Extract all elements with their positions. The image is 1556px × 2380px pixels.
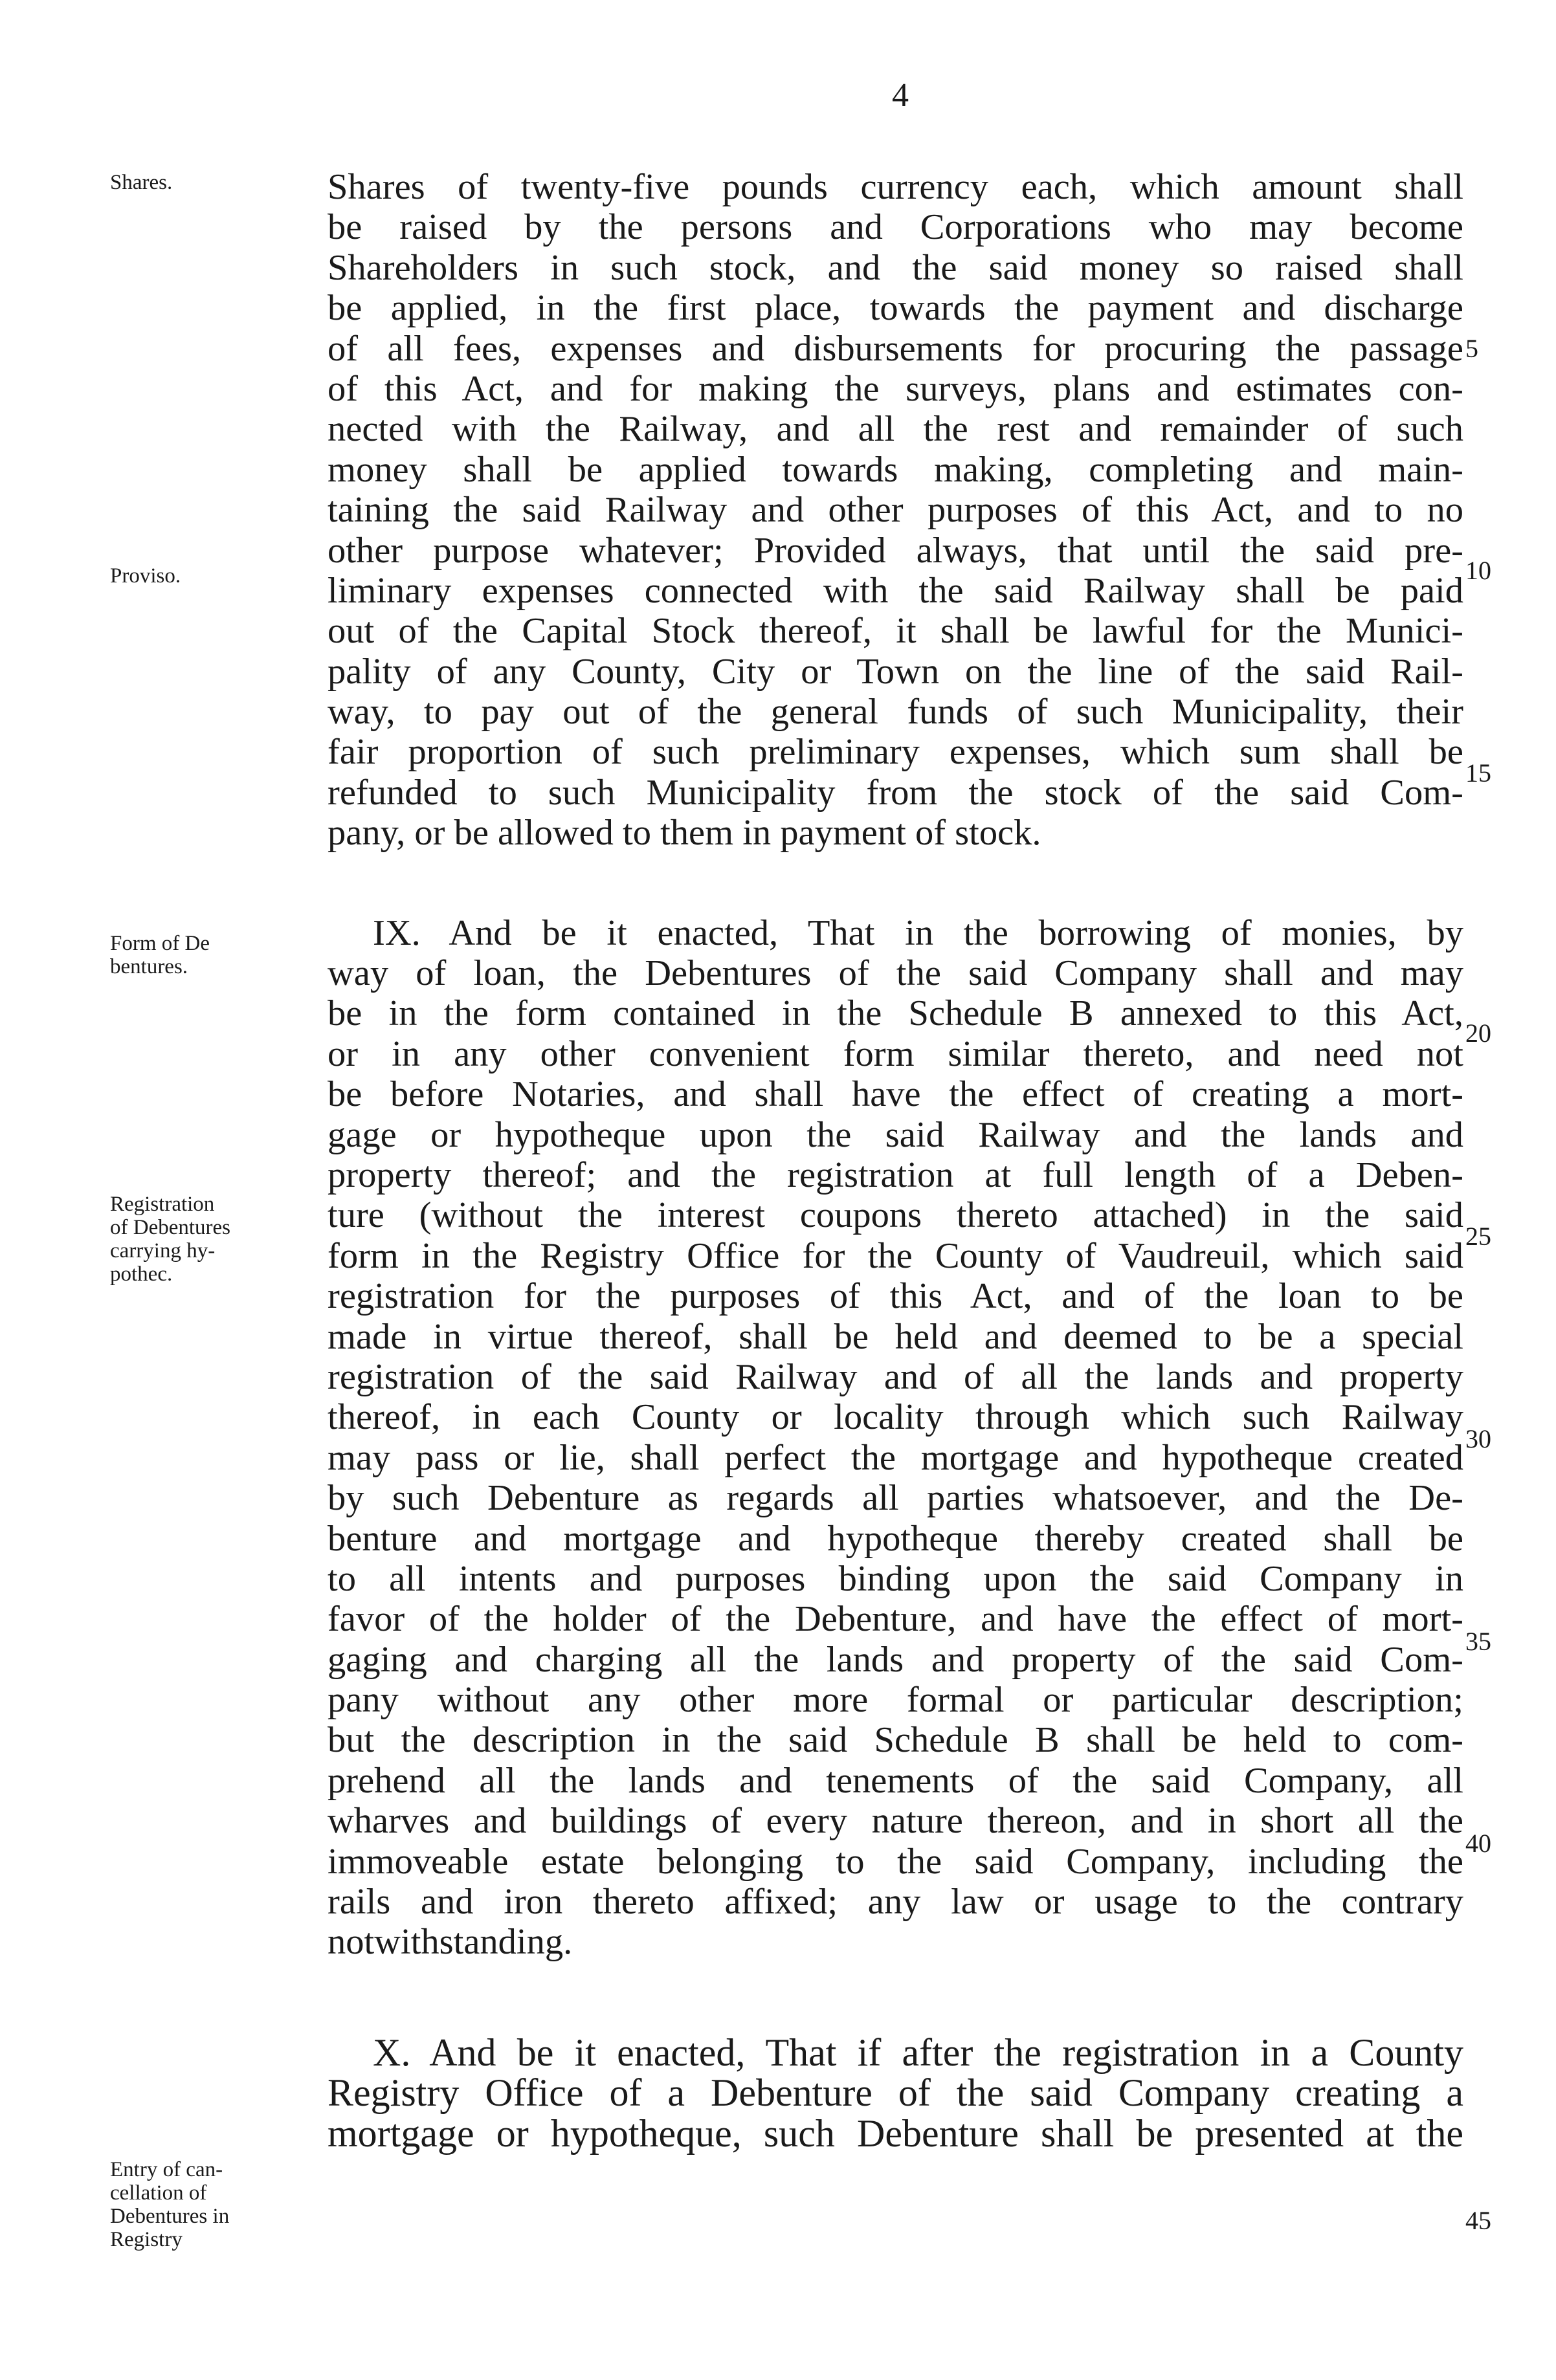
- margin-note-line: Proviso.: [110, 564, 181, 588]
- line-number: 45: [1465, 2206, 1491, 2235]
- text-line: pany, or be allowed to them in payment of stock.: [328, 813, 1041, 854]
- text-line: refunded to such Municipality from the stock of the said Com-: [328, 772, 1463, 813]
- text-line: of this Act, and for making the surveys, plans and estimates con-: [328, 368, 1463, 409]
- text-line: form in the Registry Office for the County of Vaudreuil, which said: [328, 1235, 1463, 1276]
- margin-note-form-of-debentures: [110, 932, 324, 978]
- text-line: property thereof; and the registration at full length of a Deben-: [328, 1154, 1463, 1195]
- text-line: but the description in the said Schedule B shall be held to com-: [328, 1720, 1463, 1761]
- text-line: rails and iron thereto affixed; any law or usage to the contrary: [328, 1882, 1463, 1923]
- margin-note-line: cellation of: [110, 2181, 207, 2205]
- line-number: 15: [1465, 758, 1491, 788]
- margin-note-line: Form of De: [110, 932, 210, 955]
- text-line: thereof, in each County or locality through which such Railway: [328, 1397, 1463, 1438]
- text-line: gage or hypotheque upon the said Railway and the lands and: [328, 1114, 1463, 1155]
- page-number: 4: [892, 77, 909, 114]
- text-line: pany without any other more formal or particular description;: [328, 1680, 1463, 1721]
- text-line: benture and mortgage and hypotheque thereby created shall be: [328, 1518, 1463, 1559]
- margin-note-line: Shares.: [110, 171, 173, 194]
- margin-note-line: carrying hy-: [110, 1239, 216, 1262]
- text-line: liminary expenses connected with the said Railway shall be paid: [328, 570, 1463, 611]
- text-line: Shareholders in such stock, and the said money so raised shall: [328, 247, 1463, 288]
- text-line: be before Notaries, and shall have the effect of creating a mort-: [328, 1074, 1463, 1115]
- margin-note-shares: [110, 171, 324, 194]
- text-line: to all intents and purposes binding upon the said Company in: [328, 1558, 1463, 1599]
- margin-note-line: pothec.: [110, 1262, 173, 1286]
- text-line: Registry Office of a Debenture of the said Company creating a: [328, 2071, 1463, 2115]
- text-line: wharves and buildings of every nature thereon, and in short all the: [328, 1801, 1463, 1842]
- text-line: pality of any County, City or Town on the line of the said Rail-: [328, 651, 1463, 692]
- text-line: be applied, in the first place, towards the payment and discharge: [328, 288, 1463, 329]
- text-line: by such Debenture as regards all parties whatsoever, and the De-: [328, 1478, 1463, 1519]
- text-line: way, to pay out of the general funds of such Municipality, their: [328, 692, 1463, 733]
- line-number: 40: [1465, 1829, 1491, 1858]
- text-line: may pass or lie, shall perfect the mortgage and hypotheque created: [328, 1437, 1463, 1478]
- margin-note-line: Debentures in: [110, 2205, 230, 2228]
- margin-note-line: of Debentures: [110, 1216, 231, 1239]
- margin-note-proviso: [110, 564, 324, 588]
- paragraph-shares: [328, 167, 1463, 854]
- margin-note-line: Registry: [110, 2228, 183, 2251]
- line-number: 35: [1465, 1627, 1491, 1656]
- line-number: 10: [1465, 556, 1491, 585]
- text-line: out of the Capital Stock thereof, it shall be lawful for the Munici-: [328, 611, 1463, 652]
- margin-note-entry-of-cancellation: [110, 2158, 324, 2251]
- text-line: Shares of twenty-five pounds currency each, which amount shall: [328, 167, 1463, 207]
- text-line: mortgage or hypotheque, such Debenture shall be presented at the: [328, 2111, 1463, 2155]
- text-line: gaging and charging all the lands and property of the said Com-: [328, 1639, 1463, 1680]
- text-line: or in any other convenient form similar thereto, and need not: [328, 1033, 1463, 1074]
- text-line: made in virtue thereof, shall be held and deemed to be a special: [328, 1316, 1463, 1357]
- paragraph-x: [328, 2033, 1463, 2154]
- text-line: way of loan, the Debentures of the said Company shall and may: [328, 953, 1463, 994]
- text-line: of all fees, expenses and disbursements for procuring the passage: [328, 328, 1463, 369]
- text-line: other purpose whatever; Provided always, that until the said pre-: [328, 530, 1463, 571]
- text-line: notwithstanding.: [328, 1922, 573, 1963]
- section-spacer: [328, 1963, 1463, 2033]
- text-line: money shall be applied towards making, completing and main-: [328, 449, 1463, 490]
- text-line: be raised by the persons and Corporations who may become: [328, 207, 1463, 248]
- section-spacer: [328, 854, 1463, 913]
- main-text: [328, 167, 1463, 2154]
- text-line: prehend all the lands and tenements of the said Company, all: [328, 1760, 1463, 1801]
- text-line: favor of the holder of the Debenture, and have the effect of mort-: [328, 1599, 1463, 1640]
- paragraph-ix: [328, 913, 1463, 1963]
- margin-note-line: Entry of can-: [110, 2158, 223, 2181]
- text-line: registration for the purposes of this Act, and of the loan to be: [328, 1276, 1463, 1317]
- text-line: be in the form contained in the Schedule B annexed to this Act,: [328, 993, 1463, 1034]
- text-line: taining the said Railway and other purposes of this Act, and to no: [328, 490, 1463, 531]
- text-line: nected with the Railway, and all the rest and remainder of such: [328, 409, 1463, 450]
- line-number: 30: [1465, 1424, 1491, 1453]
- line-number: 25: [1465, 1222, 1491, 1251]
- line-number: 5: [1465, 334, 1478, 363]
- line-number: 20: [1465, 1019, 1491, 1048]
- text-line: fair proportion of such preliminary expenses, which sum shall be: [328, 732, 1463, 773]
- text-line: immoveable estate belonging to the said Company, including the: [328, 1841, 1463, 1882]
- text-line: ture (without the interest coupons thereto attached) in the said: [328, 1195, 1463, 1236]
- text-line: registration of the said Railway and of all the lands and property: [328, 1356, 1463, 1397]
- text-line: X. And be it enacted, That if after the registration in a County: [373, 2031, 1463, 2074]
- margin-note-registration-of-debentures: [110, 1193, 324, 1286]
- margin-note-line: bentures.: [110, 955, 188, 978]
- text-line: IX. And be it enacted, That in the borrowing of monies, by: [373, 912, 1463, 953]
- margin-note-line: Registration: [110, 1193, 215, 1216]
